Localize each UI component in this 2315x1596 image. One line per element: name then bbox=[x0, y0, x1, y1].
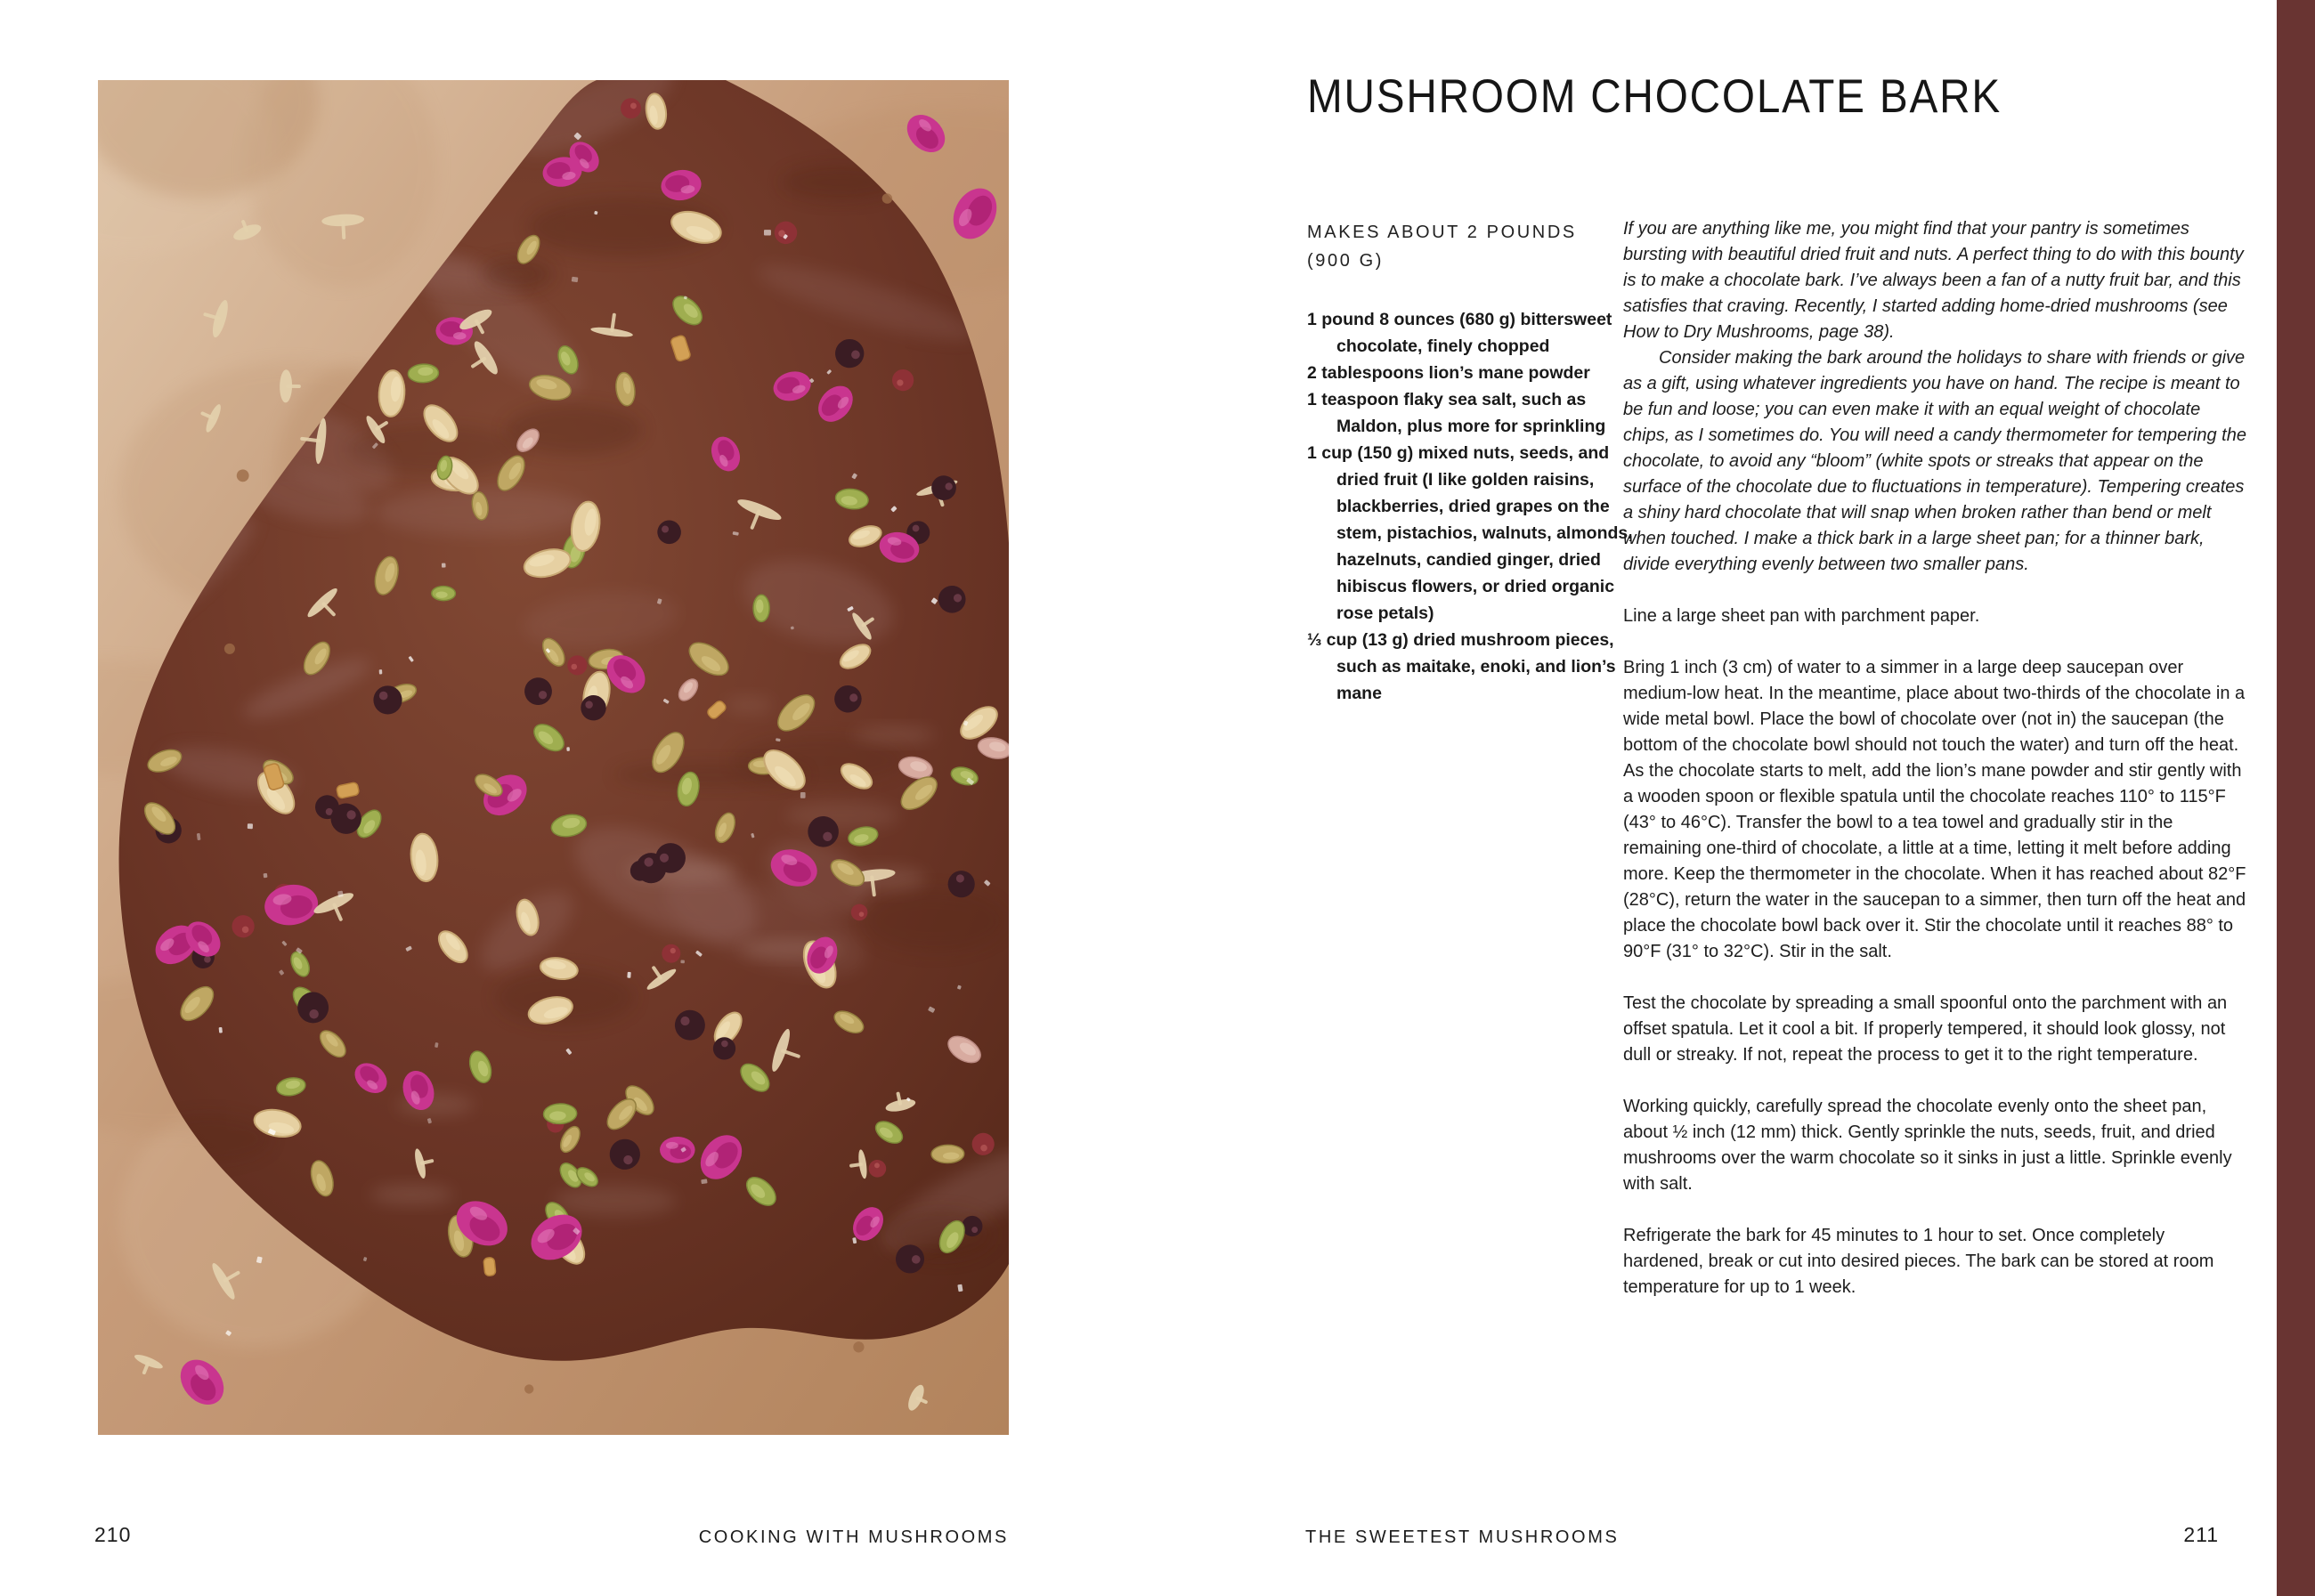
intro-paragraph: Consider making the bark around the holidays to share with friends or give as a gift, using whatever ingredients you have on hand. The recipe is meant to be fun and loose; you can even make it with an equal weight of chocolate chips, as I sometimes do. You will need a candy thermometer for tempering the chocolate, to avoid any “bloom” (white spots or streaks that appear on the surface of the chocolate due to fluctuations in temperature). Tempering creates a shiny hard chocolate that will snap when broken rather than bend or melt when touched. I make a thick bark in a large sheet pan; for a thinner bark, divide everything evenly between two smaller pans. bbox=[1623, 348, 2246, 574]
page-number-left: 210 bbox=[94, 1523, 132, 1546]
running-footer-right: THE SWEETEST MUSHROOMS bbox=[1305, 1527, 1620, 1547]
instruction-paragraph: Refrigerate the bark for 45 minutes to 1 hour to set. Once completely hardened, break or cut into desired pieces. The bark can be stored at room temperature for up to 1 week. bbox=[1623, 1226, 2214, 1297]
page-number-right: 211 bbox=[2183, 1523, 2219, 1546]
yield-label bbox=[1307, 218, 1577, 275]
instruction-paragraph: Working quickly, carefully spread the chocolate evenly onto the sheet pan, about ½ inch (12 mm) thick. Gently sprinkle the nuts, seeds, fruit, and dried mushrooms over the warm chocolate so it sinks in just a little. Sprinkle evenly with salt. bbox=[1623, 1097, 2232, 1194]
chocolate-bark-photo bbox=[98, 80, 1009, 1435]
intro-paragraphs bbox=[1623, 216, 2246, 578]
yield-line-2: (900 G) bbox=[1307, 251, 1385, 271]
instruction-paragraph: Line a large sheet pan with parchment paper. bbox=[1623, 606, 1980, 626]
ingredient-item: 1 teaspoon flaky sea salt, such as Maldon, plus more for sprinkling bbox=[1307, 390, 1606, 436]
ingredient-item: ⅓ cup (13 g) dried mushroom pieces, such as maitake, enoki, and lion’s mane bbox=[1307, 630, 1616, 703]
instruction-paragraphs bbox=[1623, 604, 2246, 1300]
cover-edge-strip bbox=[2277, 0, 2315, 1596]
ingredient-item: 1 cup (150 g) mixed nuts, seeds, and dried fruit (I like golden raisins, blackberries, dried grapes on the stem, pistachios, walnuts, almonds, hazelnuts, candied ginger, dried hibiscus flowers, or dried organic rose petals) bbox=[1307, 443, 1633, 623]
instruction-paragraph: Bring 1 inch (3 cm) of water to a simmer in a large deep saucepan over medium-low heat. In the meantime, place about two-thirds of the chocolate in a wide metal bowl. Place the bowl of chocolate over (not in) the saucepan (the bottom of the chocolate bowl should not touch the water) and turn off the heat. As the chocolate starts to melt, add the lion’s mane powder and stir gently with a wooden spoon or flexible spatula until the chocolate reaches 110° to 115°F (43° to 46°C). Transfer the bowl to a tea towel and gradually stir in the remaining one-third of chocolate, a little at a time, letting it melt before adding more. Keep the thermometer in the chocolate. When it has reached about 82°F (28°C), return the water in the saucepan to a simmer, then turn off the heat and place the chocolate bowl back over it. Stir the chocolate until it reaches 88° to 90°F (31° to 32°C). Stir in the salt. bbox=[1623, 658, 2246, 961]
instruction-paragraph: Test the chocolate by spreading a small spoonful onto the parchment with an offset spatula. Let it cool a bit. If properly tempered, it should look glossy, not dull or streaky. If not, repeat the process to get it to the right temperature. bbox=[1623, 993, 2228, 1065]
recipe-title: MUSHROOM CHOCOLATE BARK bbox=[1307, 70, 2002, 123]
chocolate-bark-illustration bbox=[98, 80, 1009, 1435]
yield-line-1: MAKES ABOUT 2 POUNDS bbox=[1307, 223, 1577, 242]
ingredient-item: 1 pound 8 ounces (680 g) bittersweet chocolate, finely chopped bbox=[1307, 310, 1612, 356]
ingredient-item: 2 tablespoons lion’s mane powder bbox=[1307, 363, 1590, 383]
recipe-body bbox=[1623, 216, 2246, 1300]
intro-paragraph: If you are anything like me, you might find that your pantry is sometimes bursting with beautiful dried fruit and nuts. A perfect thing to do with this bounty is to make a chocolate bark. I’ve always been a fan of a nutty fruit bar, and this satisfies that craving. Recently, I started adding home-dried mushrooms (see How to Dry Mushrooms, page 38). bbox=[1623, 219, 2244, 342]
ingredients-list bbox=[1307, 306, 1635, 707]
running-footer-left: COOKING WITH MUSHROOMS bbox=[698, 1527, 1009, 1547]
